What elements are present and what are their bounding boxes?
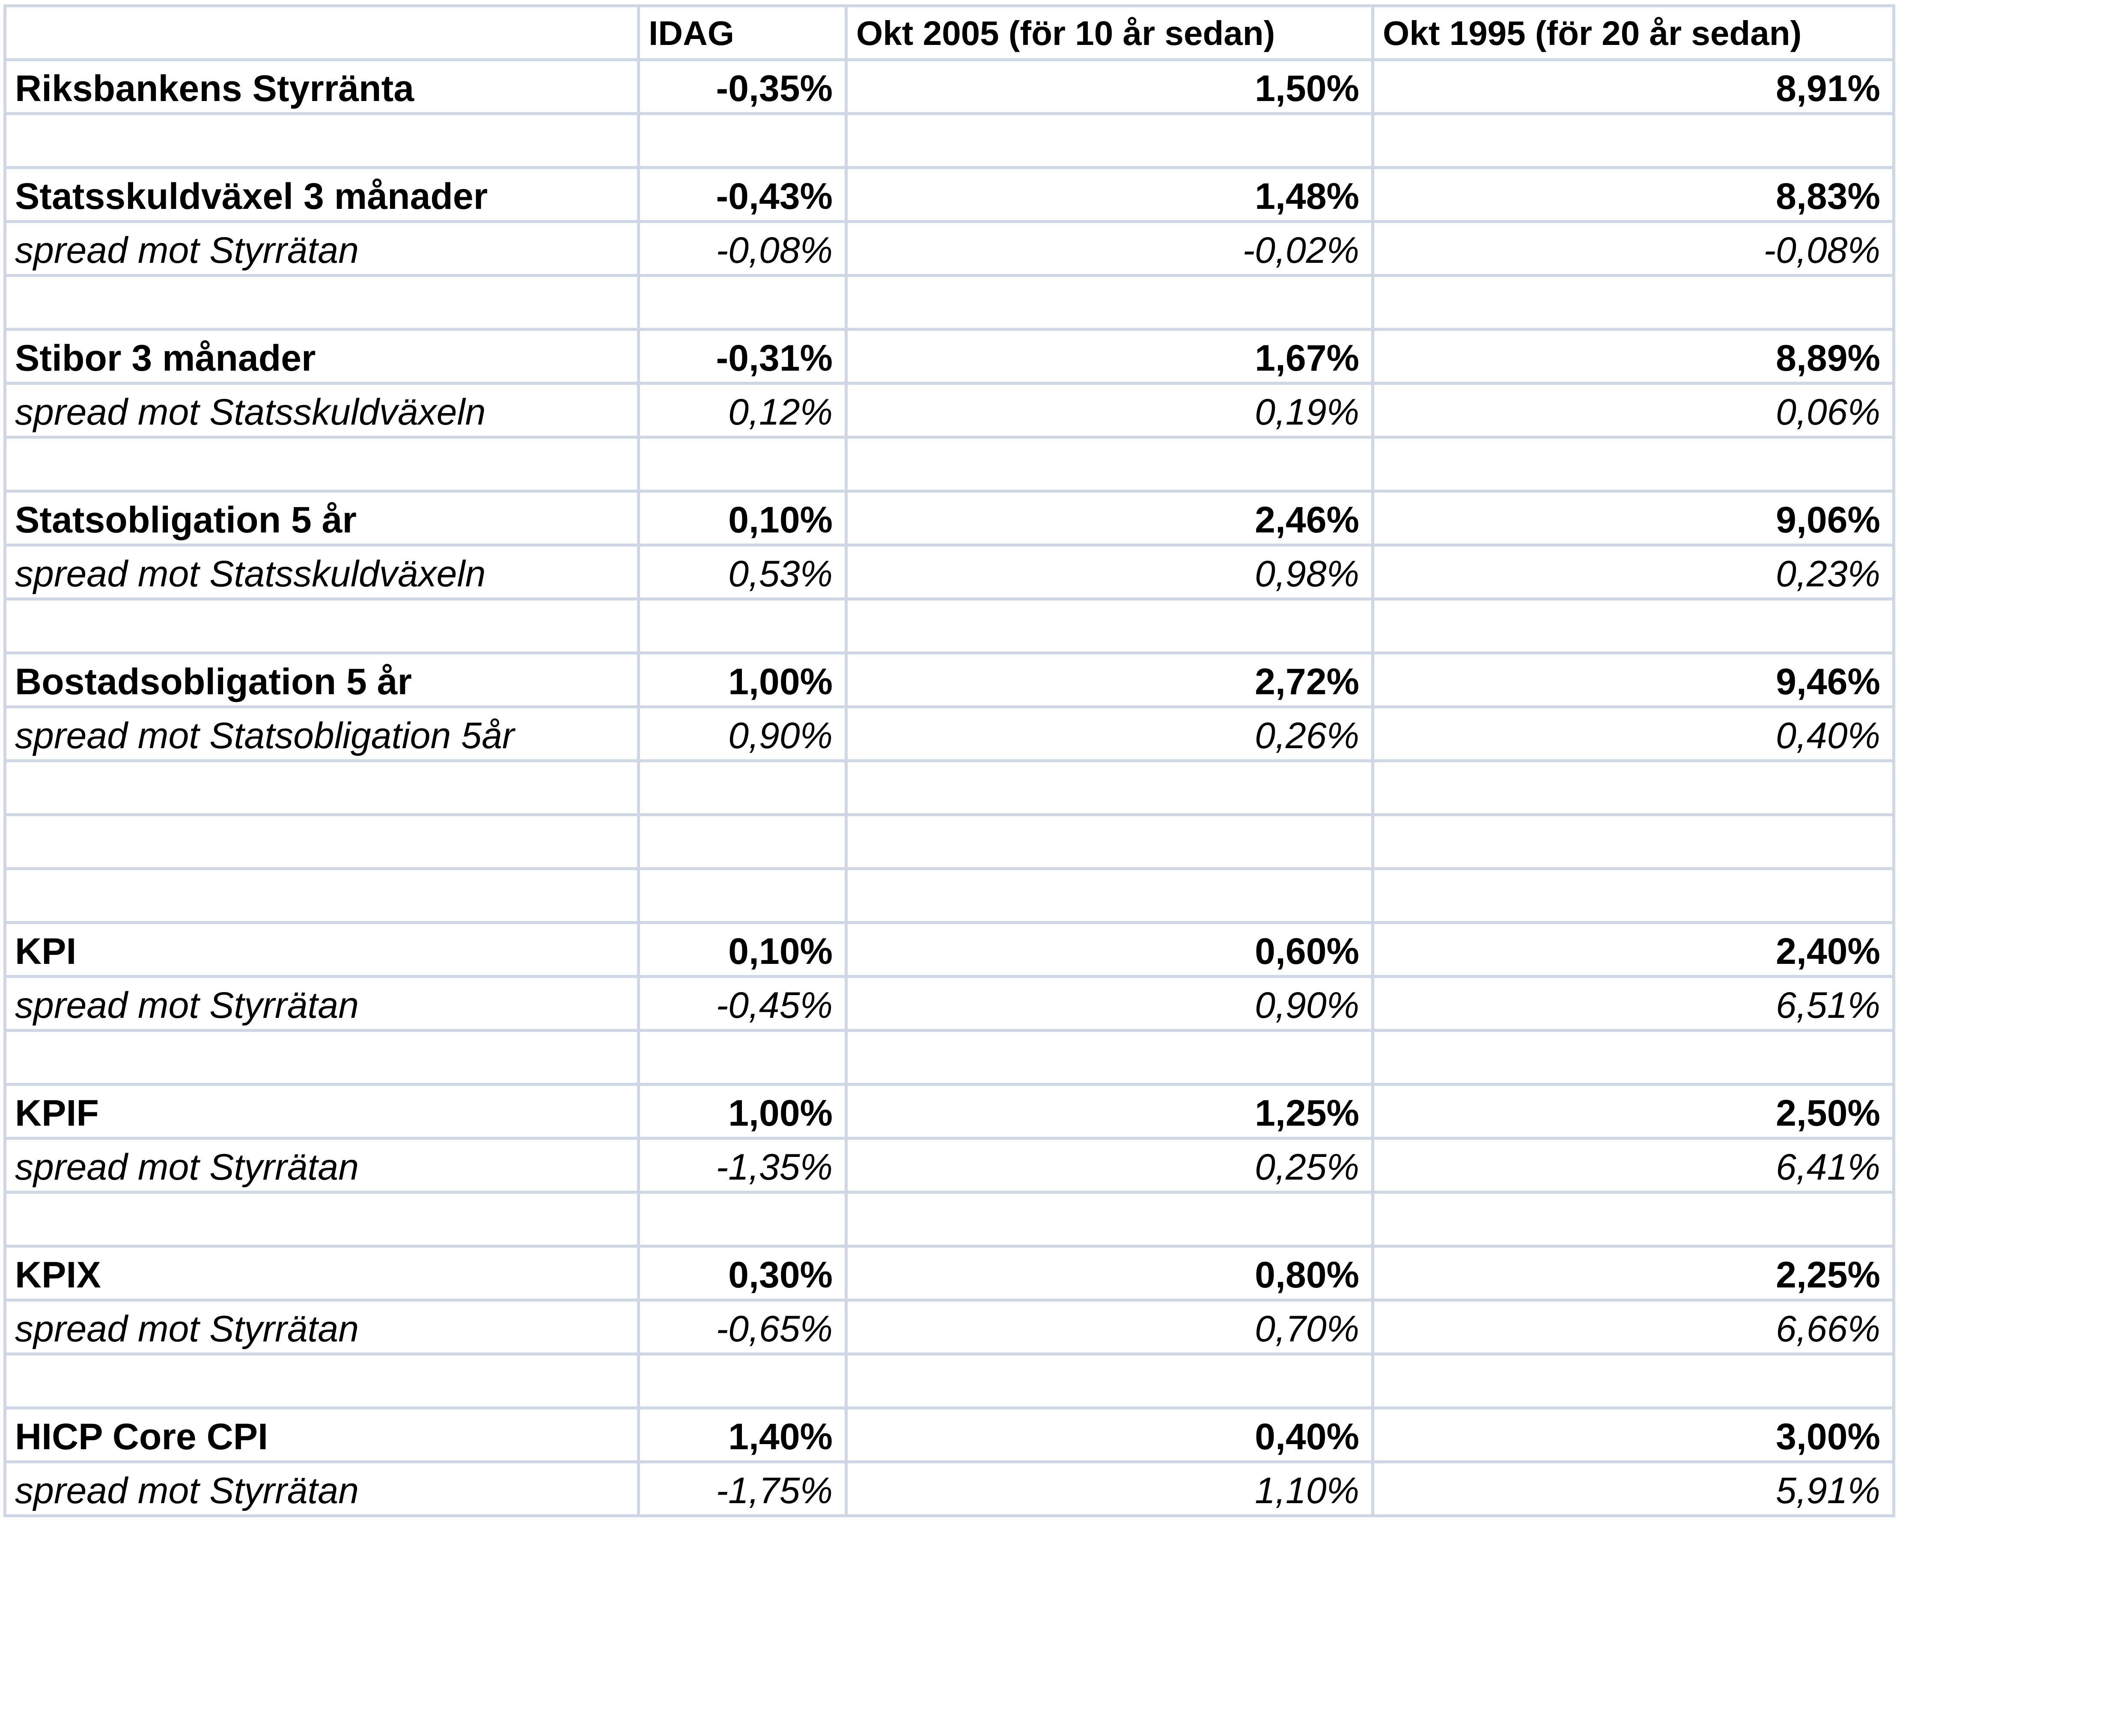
column-header-idag: IDAG (639, 6, 846, 60)
okt1995-value-cell (1373, 869, 1894, 923)
row-label-cell: Statsobligation 5 år (5, 491, 639, 545)
row-label-cell: KPI (5, 923, 639, 977)
okt1995-value-cell: 2,50% (1373, 1085, 1894, 1139)
table-row (5, 599, 1894, 653)
okt1995-value-cell: 2,40% (1373, 923, 1894, 977)
header-row (5, 6, 1894, 60)
table-row (5, 1408, 1894, 1462)
row-label-cell: Statsskuldväxel 3 månader (5, 168, 639, 222)
row-label-cell: spread mot Styrrätan (5, 1300, 639, 1354)
okt1995-value-cell: 5,91% (1373, 1462, 1894, 1516)
row-label-cell: Riksbankens Styrränta (5, 60, 639, 114)
table-row (5, 1139, 1894, 1192)
okt2005-value-cell: 2,46% (846, 491, 1373, 545)
table-row (5, 923, 1894, 977)
okt1995-value-cell: 0,40% (1373, 707, 1894, 761)
row-label-cell (5, 1031, 639, 1085)
okt1995-value-cell (1373, 1192, 1894, 1246)
okt1995-value-cell: 6,66% (1373, 1300, 1894, 1354)
okt2005-value-cell (846, 1192, 1373, 1246)
okt1995-value-cell (1373, 1031, 1894, 1085)
table-row (5, 761, 1894, 815)
idag-value-cell: -0,31% (639, 330, 846, 383)
okt2005-value-cell: 0,70% (846, 1300, 1373, 1354)
idag-value-cell (639, 437, 846, 491)
spreadsheet-area (3, 4, 1895, 1517)
okt2005-value-cell: 1,67% (846, 330, 1373, 383)
row-label-cell (5, 437, 639, 491)
okt1995-value-cell: 8,83% (1373, 168, 1894, 222)
idag-value-cell (639, 815, 846, 869)
okt1995-value-cell: -0,08% (1373, 222, 1894, 276)
okt2005-value-cell: 2,72% (846, 653, 1373, 707)
row-label-cell (5, 761, 639, 815)
idag-value-cell: 1,00% (639, 1085, 846, 1139)
idag-value-cell: -0,43% (639, 168, 846, 222)
row-label-cell: spread mot Statsskuldväxeln (5, 383, 639, 437)
table-row (5, 276, 1894, 330)
table-row (5, 437, 1894, 491)
okt1995-value-cell: 6,51% (1373, 977, 1894, 1031)
rates-comparison-table (3, 4, 1895, 1517)
okt1995-value-cell: 0,06% (1373, 383, 1894, 437)
table-row (5, 1192, 1894, 1246)
row-label-cell: spread mot Styrrätan (5, 977, 639, 1031)
idag-value-cell: -0,65% (639, 1300, 846, 1354)
okt2005-value-cell: -0,02% (846, 222, 1373, 276)
okt2005-value-cell (846, 869, 1373, 923)
row-label-cell: spread mot Styrrätan (5, 1139, 639, 1192)
row-label-cell: spread mot Statsobligation 5år (5, 707, 639, 761)
okt2005-value-cell: 1,48% (846, 168, 1373, 222)
okt1995-value-cell: 8,91% (1373, 60, 1894, 114)
idag-value-cell: 0,10% (639, 491, 846, 545)
okt2005-value-cell (846, 437, 1373, 491)
table-row (5, 869, 1894, 923)
idag-value-cell: -1,75% (639, 1462, 846, 1516)
table-row (5, 60, 1894, 114)
idag-value-cell: 0,90% (639, 707, 846, 761)
idag-value-cell (639, 276, 846, 330)
okt2005-value-cell: 1,25% (846, 1085, 1373, 1139)
idag-value-cell (639, 1192, 846, 1246)
okt1995-value-cell (1373, 815, 1894, 869)
table-row (5, 1031, 1894, 1085)
okt1995-value-cell (1373, 114, 1894, 168)
okt2005-value-cell (846, 1031, 1373, 1085)
idag-value-cell (639, 599, 846, 653)
okt2005-value-cell (846, 276, 1373, 330)
okt1995-value-cell (1373, 276, 1894, 330)
okt1995-value-cell: 6,41% (1373, 1139, 1894, 1192)
okt2005-value-cell (846, 1354, 1373, 1408)
row-label-cell: Stibor 3 månader (5, 330, 639, 383)
idag-value-cell: 0,10% (639, 923, 846, 977)
okt2005-value-cell (846, 114, 1373, 168)
okt1995-value-cell: 3,00% (1373, 1408, 1894, 1462)
okt1995-value-cell: 9,46% (1373, 653, 1894, 707)
row-label-cell (5, 815, 639, 869)
column-header-okt1995: Okt 1995 (för 20 år sedan) (1373, 6, 1894, 60)
table-row (5, 815, 1894, 869)
table-row (5, 168, 1894, 222)
header-cell-empty (5, 6, 639, 60)
idag-value-cell: 0,53% (639, 545, 846, 599)
row-label-cell: spread mot Styrrätan (5, 222, 639, 276)
idag-value-cell (639, 1031, 846, 1085)
okt1995-value-cell (1373, 599, 1894, 653)
table-row (5, 1300, 1894, 1354)
okt2005-value-cell: 0,26% (846, 707, 1373, 761)
okt2005-value-cell: 1,50% (846, 60, 1373, 114)
okt2005-value-cell: 0,90% (846, 977, 1373, 1031)
idag-value-cell (639, 1354, 846, 1408)
row-label-cell (5, 1192, 639, 1246)
row-label-cell: KPIX (5, 1246, 639, 1300)
idag-value-cell: -1,35% (639, 1139, 846, 1192)
okt2005-value-cell (846, 815, 1373, 869)
okt2005-value-cell: 0,40% (846, 1408, 1373, 1462)
okt2005-value-cell (846, 599, 1373, 653)
idag-value-cell: 1,00% (639, 653, 846, 707)
table-row (5, 222, 1894, 276)
row-label-cell (5, 114, 639, 168)
okt1995-value-cell (1373, 761, 1894, 815)
table-row (5, 1462, 1894, 1516)
okt2005-value-cell: 0,98% (846, 545, 1373, 599)
okt1995-value-cell (1373, 437, 1894, 491)
okt1995-value-cell: 8,89% (1373, 330, 1894, 383)
okt1995-value-cell: 0,23% (1373, 545, 1894, 599)
row-label-cell: spread mot Styrrätan (5, 1462, 639, 1516)
idag-value-cell: 1,40% (639, 1408, 846, 1462)
table-row (5, 114, 1894, 168)
idag-value-cell: 0,12% (639, 383, 846, 437)
okt2005-value-cell: 0,60% (846, 923, 1373, 977)
idag-value-cell: -0,35% (639, 60, 846, 114)
table-row (5, 545, 1894, 599)
table-row (5, 491, 1894, 545)
row-label-cell (5, 599, 639, 653)
row-label-cell (5, 276, 639, 330)
row-label-cell (5, 869, 639, 923)
idag-value-cell: 0,30% (639, 1246, 846, 1300)
row-label-cell: Bostadsobligation 5 år (5, 653, 639, 707)
table-row (5, 383, 1894, 437)
okt2005-value-cell: 0,80% (846, 1246, 1373, 1300)
okt2005-value-cell (846, 761, 1373, 815)
okt2005-value-cell: 1,10% (846, 1462, 1373, 1516)
table-row (5, 1354, 1894, 1408)
okt2005-value-cell: 0,19% (846, 383, 1373, 437)
idag-value-cell (639, 869, 846, 923)
idag-value-cell: -0,08% (639, 222, 846, 276)
idag-value-cell: -0,45% (639, 977, 846, 1031)
row-label-cell: spread mot Statsskuldväxeln (5, 545, 639, 599)
okt2005-value-cell: 0,25% (846, 1139, 1373, 1192)
okt1995-value-cell (1373, 1354, 1894, 1408)
row-label-cell: HICP Core CPI (5, 1408, 639, 1462)
row-label-cell (5, 1354, 639, 1408)
table-row (5, 653, 1894, 707)
okt1995-value-cell: 2,25% (1373, 1246, 1894, 1300)
column-header-okt2005: Okt 2005 (för 10 år sedan) (846, 6, 1373, 60)
table-row (5, 977, 1894, 1031)
idag-value-cell (639, 761, 846, 815)
row-label-cell: KPIF (5, 1085, 639, 1139)
table-row (5, 1246, 1894, 1300)
okt1995-value-cell: 9,06% (1373, 491, 1894, 545)
table-row (5, 330, 1894, 383)
idag-value-cell (639, 114, 846, 168)
table-row (5, 707, 1894, 761)
table-row (5, 1085, 1894, 1139)
